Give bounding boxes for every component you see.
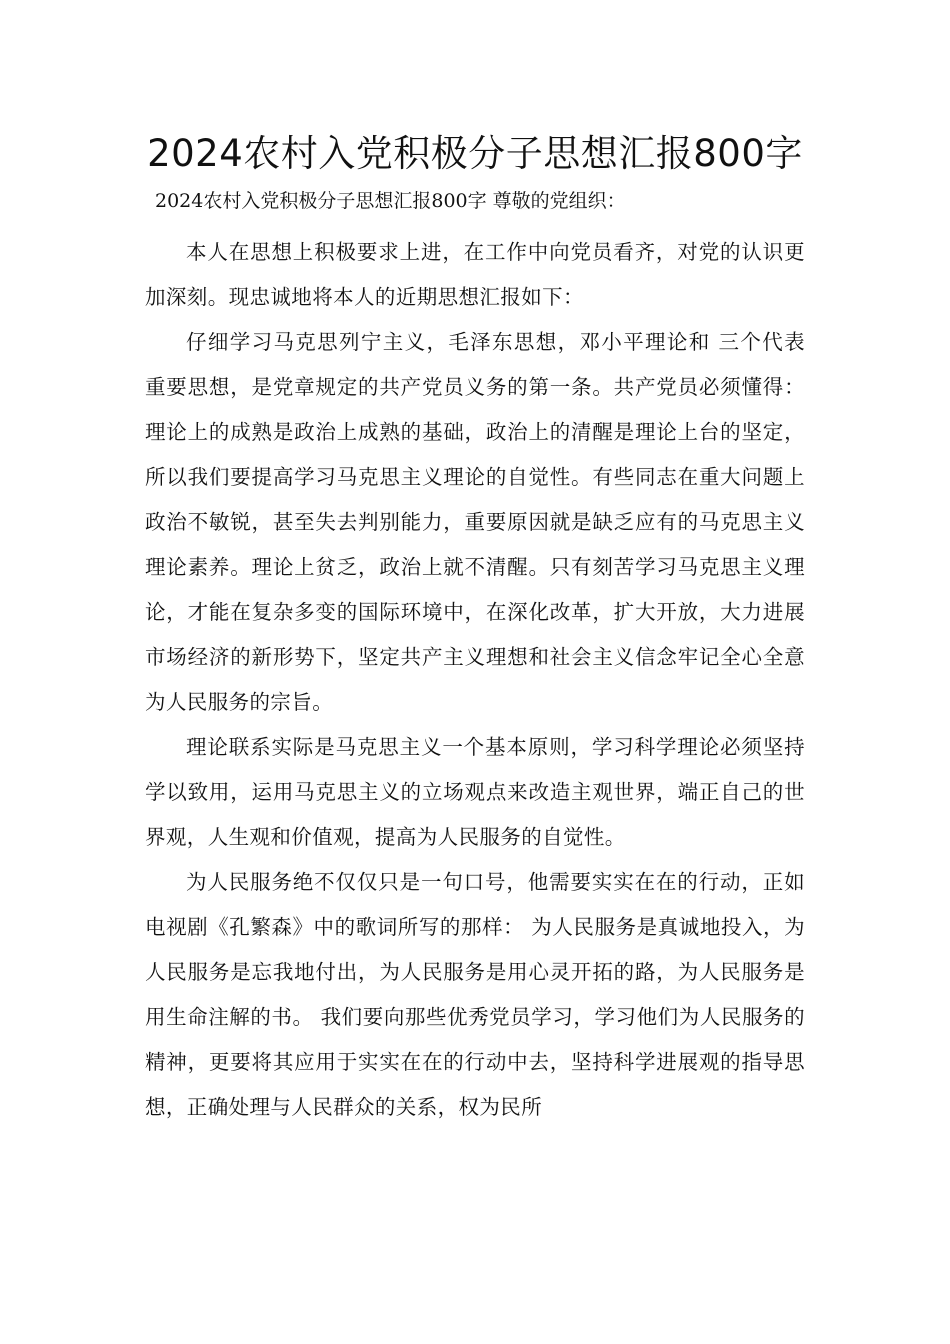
paragraph-study-theory: 仔细学习马克思列宁主义，毛泽东思想，邓小平理论和 三个代表 重要思想，是党章规定的共产党员义务的第一条。共产党员必须懂得：理论上的成熟是政治上成熟的基础，政治上的清醒是理论上台的坚定，所以我们要提高学习马克思主义理论的自觉性。有些同志在重大问题上政治不敏锐，甚至失去判别能力，重要原因就是缺乏应有的马克思主义理论素养。理论上贫乏，政治上就不清醒。只有刻苦学习马克思主义理论，才能在复杂多变的国际环境中，在深化改革，扩大开放，大力进展市场经济的新形势下，坚定共产主义理想和社会主义信念牢记全心全意为人民服务的宗旨。 [145,330,805,714]
document-title: 2024农村入党积极分子思想汇报800字 [147,132,803,175]
document-subtitle: 2024农村入党积极分子思想汇报800字 尊敬的党组织： [155,190,626,212]
document-body [145,230,805,1130]
paragraph-theory-practice: 理论联系实际是马克思主义一个基本原则，学习科学理论必须坚持学以致用，运用马克思主义的立场观点来改造主观世界，端正自己的世界观，人生观和价值观，提高为人民服务的自觉性。 [145,735,805,849]
paragraph-serve-people: 为人民服务绝不仅仅只是一句口号，他需要实实在在的行动，正如电视剧《孔繁森》中的歌词所写的那样： 为人民服务是真诚地投入，为人民服务是忘我地付出，为人民服务是用心灵开拓的路，为人民服务是用生命注解的书。 我们要向那些优秀党员学习，学习他们为人民服务的精神，更要将其应用于实实在在的行动中去，坚持科学进展观的指导思想，正确处理与人民群众的关系，权为民所 [145,870,805,1119]
paragraph-intro: 本人在思想上积极要求上进，在工作中向党员看齐，对党的认识更加深刻。现忠诚地将本人的近期思想汇报如下： [145,240,805,309]
